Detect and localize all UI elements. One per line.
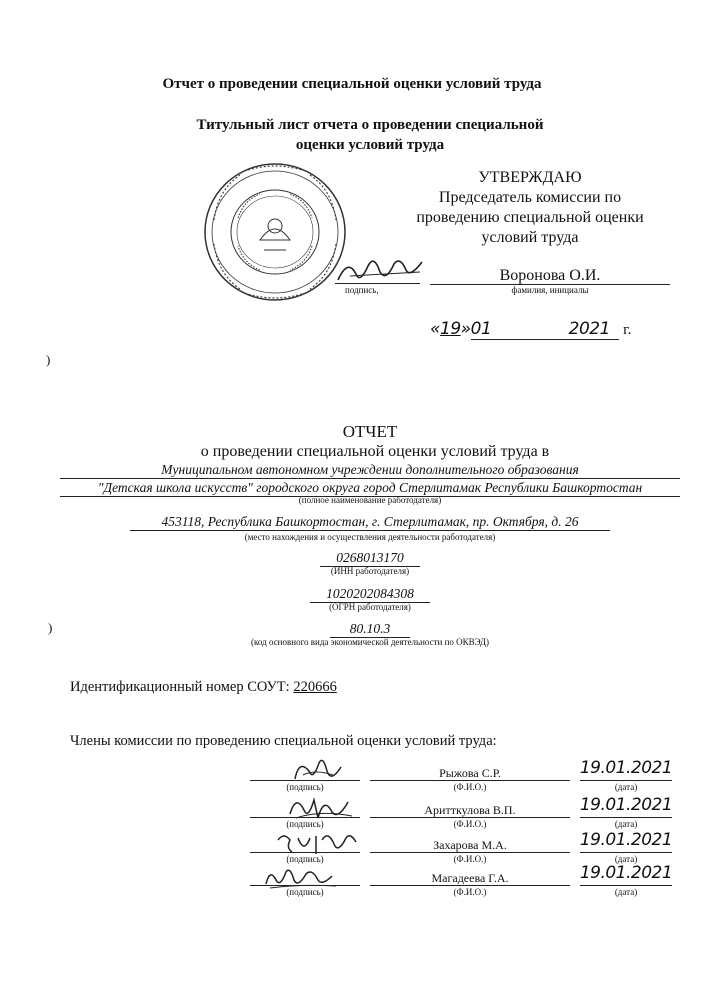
official-seal-icon (200, 160, 350, 305)
employer-address: 453118, Республика Башкортостан, г. Стерлитамак, пр. Октября, д. 26 (130, 514, 610, 531)
employer-name-line-1: Муниципальном автономном учреждении дополнительного образования (60, 461, 680, 479)
ident-label: Идентификационный номер СОУТ: (70, 679, 290, 695)
member-date: 19.01.2021 (579, 795, 673, 815)
member-signature-line (250, 817, 360, 818)
approval-line-1: Председатель комиссии по (438, 189, 622, 206)
ogrn-caption: (ОГРН работодателя) (329, 602, 411, 612)
employer-name (60, 461, 680, 497)
ident-number (70, 679, 337, 696)
member-date-line (580, 852, 672, 853)
title-page-line-1: Титульный лист отчета о проведении специальной (196, 117, 544, 133)
inn-value: 0268013170 (320, 550, 420, 567)
name-caption: фамилия, инициалы (511, 285, 589, 295)
ogrn-value: 1020202084308 (310, 586, 430, 603)
member-date-line (580, 885, 672, 886)
member-name-line (370, 817, 570, 818)
member-name: Аритткулова В.П. (424, 803, 516, 817)
member-name-line (370, 852, 570, 853)
member-date-caption: (дата) (614, 854, 638, 864)
member-name: Магадеева Г.А. (431, 871, 509, 885)
member-signature-caption: (подпись) (286, 854, 324, 864)
okved-value: 80.10.3 (330, 621, 410, 638)
margin-mark-1: ) (46, 352, 51, 367)
report-title: ОТЧЕТ (342, 422, 398, 441)
member-date-caption: (дата) (614, 887, 638, 897)
date-suffix: г. (623, 322, 632, 338)
employer-address-caption: (место нахождения и осуществления деятельности работодателя) (244, 532, 496, 542)
member-signature-caption: (подпись) (286, 887, 324, 897)
inn-caption: (ИНН работодателя) (330, 566, 410, 576)
member-name-line (370, 885, 570, 886)
member-signature-line (250, 885, 360, 886)
date-month: 01 (471, 319, 569, 340)
approve-label: УТВЕРЖДАЮ (478, 169, 582, 186)
member-name: Рыжова С.Р. (439, 766, 501, 780)
member-name-line (370, 780, 570, 781)
employer-name-caption: (полное наименование работодателя) (298, 495, 442, 505)
member-name: Захарова М.А. (433, 838, 507, 852)
approval-line-2: проведению специальной оценки (416, 209, 644, 226)
margin-mark-2: ) (48, 620, 53, 635)
date-open-quote: « (430, 319, 440, 339)
okved-caption: (код основного вида экономической деятельности по ОКВЭД) (250, 637, 489, 647)
approval-block (410, 168, 650, 248)
ident-value: 220666 (293, 679, 337, 695)
approval-date (430, 318, 631, 340)
member-name-caption: (Ф.И.О.) (453, 887, 487, 897)
member-date-caption: (дата) (614, 819, 638, 829)
members-label: Члены комиссии по проведению специальной оценки условий труда: (70, 733, 497, 749)
date-year: 2021 (569, 319, 619, 340)
signature-caption: подпись, (345, 285, 379, 295)
member-date-line (580, 780, 672, 781)
date-day: 19 (440, 319, 461, 339)
member-signature-line (250, 852, 360, 853)
member-date-line (580, 817, 672, 818)
member-name-caption: (Ф.И.О.) (453, 854, 487, 864)
title-page-heading (90, 115, 650, 155)
member-date: 19.01.2021 (579, 758, 673, 778)
member-name-caption: (Ф.И.О.) (453, 819, 487, 829)
title-page-line-2: оценки условий труда (295, 137, 445, 153)
chairman-signature-icon (330, 250, 430, 290)
approval-line-3: условий труда (481, 229, 579, 246)
employer-name-line-2: "Детская школа искусств" городского округа город Стерлитамак Республики Башкортостан (60, 479, 680, 497)
member-name-caption: (Ф.И.О.) (453, 782, 487, 792)
chairman-name: Воронова О.И. (499, 267, 601, 284)
member-date: 19.01.2021 (579, 863, 673, 883)
report-subtitle: о проведении специальной оценки условий труда в (200, 443, 550, 460)
document-heading: Отчет о проведении специальной оценки условий труда (162, 76, 542, 92)
member-date-caption: (дата) (614, 782, 638, 792)
chairman-signature-line (335, 283, 420, 284)
member-signature-caption: (подпись) (286, 782, 324, 792)
member-signature-line (250, 780, 360, 781)
member-signature-caption: (подпись) (286, 819, 324, 829)
member-date: 19.01.2021 (579, 830, 673, 850)
date-close-quote: » (460, 319, 471, 339)
